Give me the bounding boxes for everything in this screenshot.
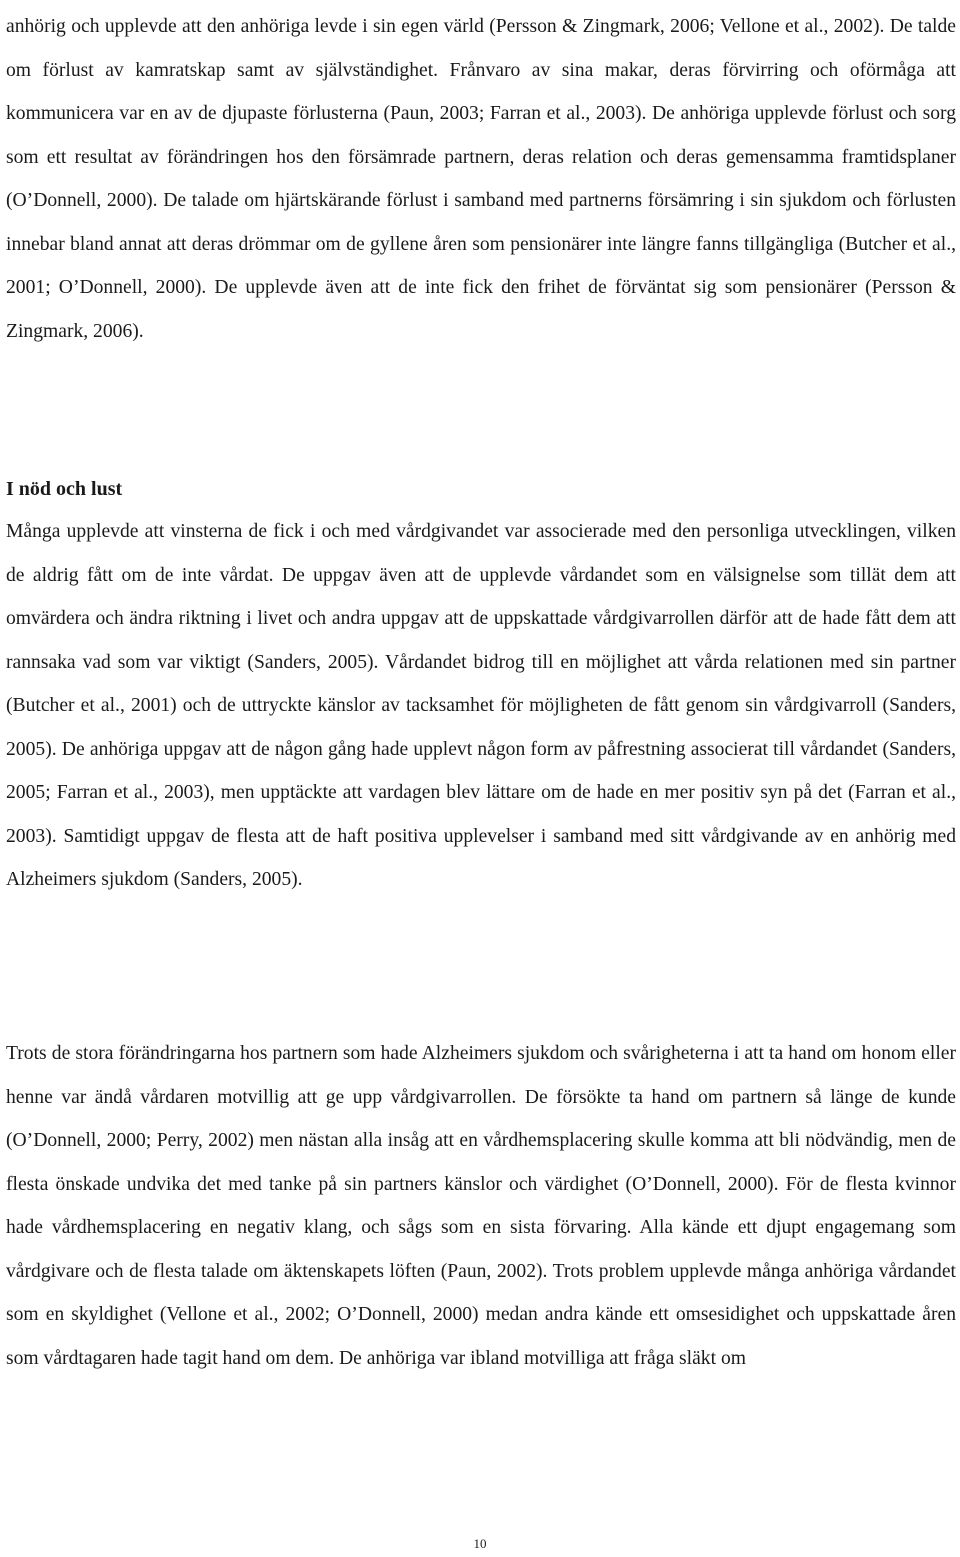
body-paragraph-2: Många upplevde att vinsterna de fick i och med vårdgivandet var associerade med den personliga utvecklingen, vilken de aldrig fått om de inte vårdat. De uppgav även att de upplevde vårdandet som en välsignelse som tillät dem att omvärdera och ändra riktning i livet och andra uppgav att de uppskattade vårdgivarrollen därför att de hade fått dem att rannsaka vad som var viktigt (Sanders, 2005). Vårdandet bidrog till en möjlighet att vårda relationen med sin partner (Butcher et al., 2001) och de uttryckte känslor av tacksamhet för möjligheten de fått genom sin vårdgivarroll (Sanders, 2005). De anhöriga uppgav att de någon gång hade upplevt någon form av påfrestning associerat till vårdandet (Sanders, 2005; Farran et al., 2003), men upptäckte att vardagen blev lättare om de hade en mer positiv syn på det (Farran et al., 2003). Samtidigt uppgav de flesta att de haft positiva upplevelser i samband med sitt vårdgivande av en anhörig med Alzheimers sjukdom (Sanders, 2005). xyxy=(6,521,956,890)
page-number: 10 xyxy=(473,1536,487,1551)
body-paragraph-1: anhörig och upplevde att den anhöriga levde i sin egen värld (Persson & Zingmark, 2006; Vellone et al., 2002). De talde om förlust av kamratskap samt av självständighet. Frånvaro av sina makar, deras förvirring och oförmåga att kommunicera var en av de djupaste förlusterna (Paun, 2003; Farran et al., 2003). De anhöriga upplevde förlust och sorg som ett resultat av förändringen hos den försämrade partnern, deras relation och deras gemensamma framtidsplaner (O’Donnell, 2000). De talade om hjärtskärande förlust i samband med partnerns försämring i sin sjukdom och förlusten innebar bland annat att deras drömmar om de gyllene åren som pensionärer inte längre fanns tillgängliga (Butcher et al., 2001; O’Donnell, 2000). De upplevde även att de inte fick den frihet de förväntat sig som pensionärer (Persson & Zingmark, 2006). xyxy=(6,16,956,342)
section-heading: I nöd och lust xyxy=(6,478,123,500)
body-paragraph-3: Trots de stora förändringarna hos partnern som hade Alzheimers sjukdom och svårigheterna i att ta hand om honom eller henne var ändå vårdaren motvillig att ge upp vårdgivarrollen. De försökte ta hand om partnern så länge de kunde (O’Donnell, 2000; Perry, 2002) men nästan alla insåg att en vårdhemsplacering skulle komma att bli nödvändig, men de flesta önskade undvika det med tanke på sin partners känslor och värdighet (O’Donnell, 2000). För de flesta kvinnor hade vårdhemsplacering en negativ klang, och sågs som en sista förvaring. Alla kände ett djupt engagemang som vårdgivare och de flesta talade om äktenskapets löften (Paun, 2002). Trots problem upplevde många anhöriga vårdandet som en skyldighet (Vellone et al., 2002; O’Donnell, 2000) medan andra kände ett omsesidighet och uppskattade åren som vårdtagaren hade tagit hand om dem. De anhöriga var ibland motvilliga att fråga släkt om xyxy=(6,1043,956,1369)
